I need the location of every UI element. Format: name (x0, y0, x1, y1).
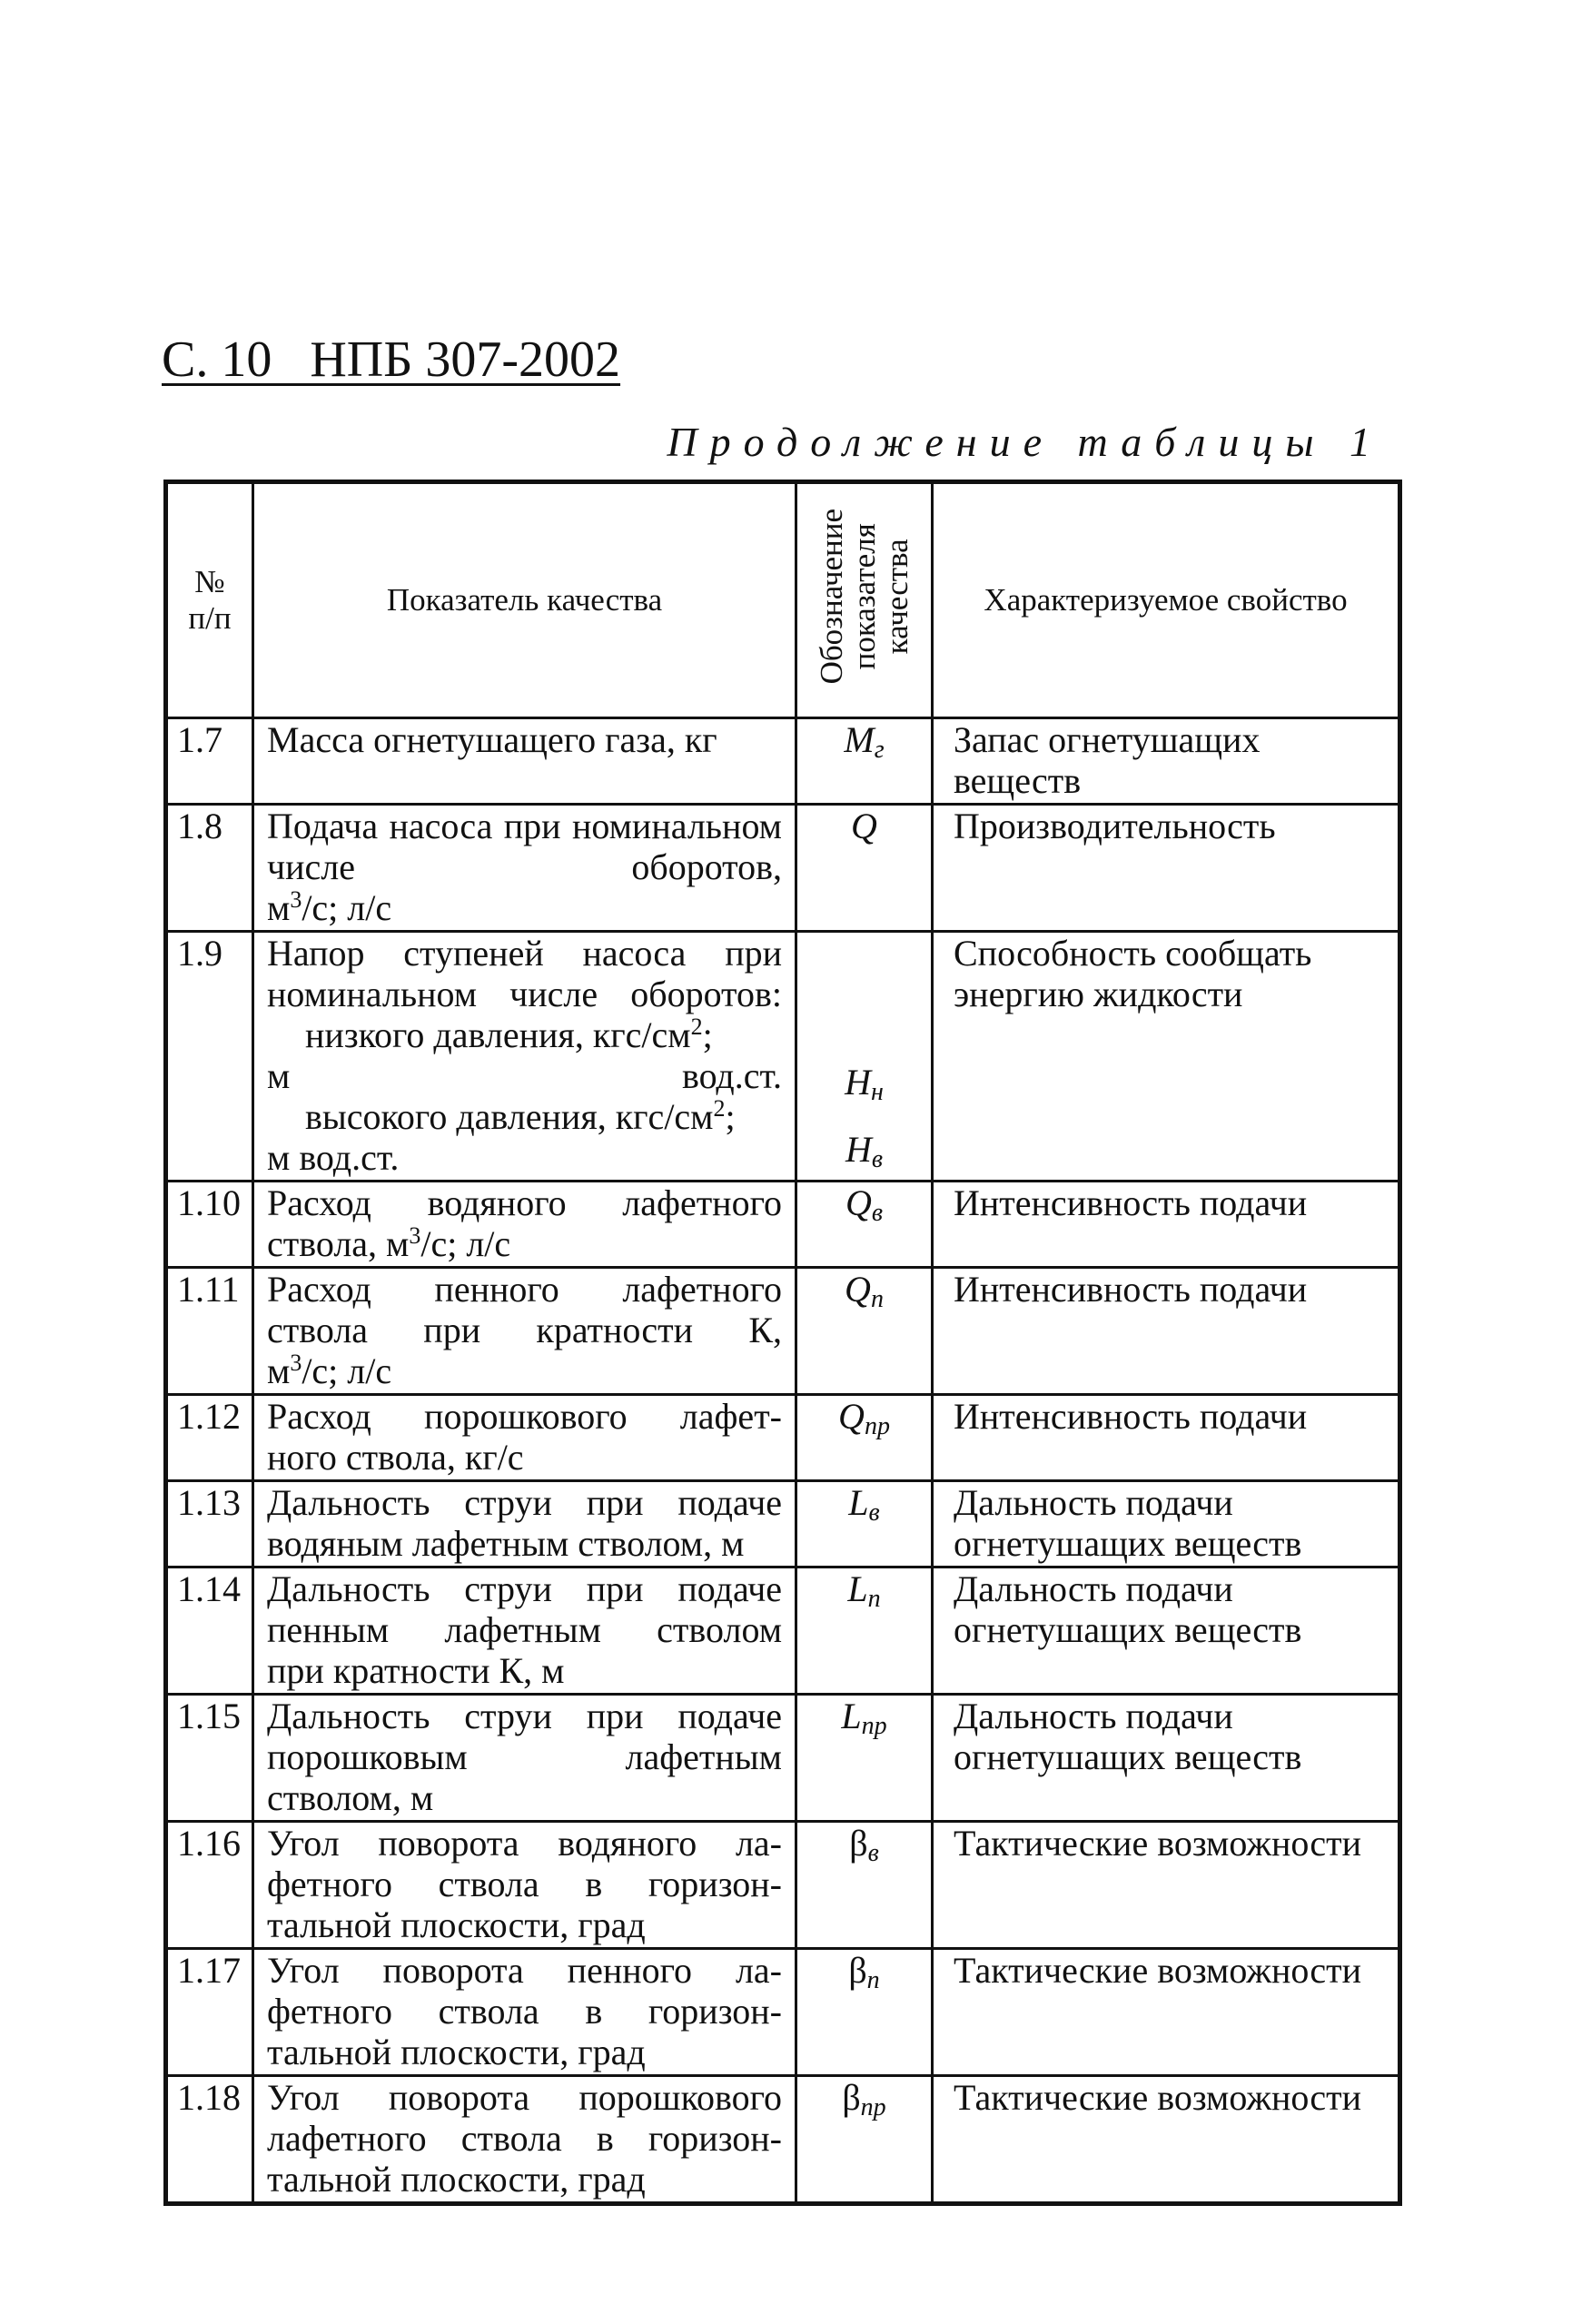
indicator-line: Подача насоса при номинальном числе оборотов, (267, 806, 782, 887)
table-row (166, 1949, 1400, 2076)
page-header: С. 10 НПБ 307-2002 (162, 331, 621, 388)
indicator-line: ствола при кратности К, (267, 1310, 782, 1350)
symbol-subscript: в (871, 1199, 884, 1227)
quality-indicator (253, 932, 796, 1182)
superscript: 2 (690, 1014, 703, 1040)
table-caption: Продолжение таблицы 1 (667, 419, 1383, 465)
indicator-line: лафетного ствола в горизон- (267, 2118, 782, 2159)
symbol-base: Q (845, 1182, 872, 1223)
indicator-line: порошковым лафетным (267, 1736, 782, 1777)
table-row (166, 1567, 1400, 1695)
symbol-subscript: в (868, 1498, 880, 1527)
symbol-base: β (842, 2077, 861, 2118)
table-row (166, 1695, 1400, 1822)
symbol-subscript: г (874, 736, 885, 764)
table-row (166, 2076, 1400, 2204)
quality-symbol (796, 1395, 933, 1481)
characterized-property: Производительность (933, 805, 1400, 932)
table-row (166, 718, 1400, 805)
characterized-property: Интенсивность подачи (933, 1182, 1400, 1268)
row-number: 1.12 (166, 1395, 253, 1481)
indicator-line: тальной плоскости, град (267, 2159, 646, 2200)
symbol-line (801, 719, 927, 770)
symbol-line (801, 1950, 927, 2001)
symbol-base: Q (851, 806, 877, 846)
superscript: 2 (713, 1095, 726, 1122)
indicator-line: водяным лафетным стволом, м (267, 1523, 745, 1564)
characterized-property: Запас огнетушащих веществ (933, 718, 1400, 805)
quality-indicator (253, 1822, 796, 1949)
indicator-line: тальной плоскости, град (267, 2032, 646, 2072)
indicator-line: фетного ствола в горизон- (267, 1991, 782, 2032)
row-number: 1.16 (166, 1822, 253, 1949)
indicator-line: стволом, м (267, 1777, 434, 1818)
characterized-property: Интенсивность подачи (933, 1268, 1400, 1395)
indicator-line: при кратности К, м (267, 1650, 565, 1691)
symbol-line (801, 806, 927, 846)
quality-indicator (253, 1395, 796, 1481)
quality-symbol (796, 932, 933, 1182)
symbol-subscript: в (871, 1145, 884, 1173)
characterized-property: Тактические возможности (933, 2076, 1400, 2204)
table-row (166, 805, 1400, 932)
symbol-line (801, 1269, 927, 1320)
indicator-line: Дальность струи при подаче (267, 1568, 782, 1609)
indicator-line: Расход водяного лафетного (267, 1182, 782, 1223)
quality-symbol (796, 718, 933, 805)
indicator-line: ствола, $м^3/с$; л/с (267, 1222, 511, 1264)
symbol-base: Q (845, 1269, 871, 1310)
column-header-symbol (796, 482, 933, 718)
quality-symbol (796, 2076, 933, 2204)
symbol-subscript: пр (864, 1412, 890, 1440)
superscript: 3 (290, 1350, 302, 1376)
column-header-num: № п/п (166, 482, 253, 718)
indicator-line: Масса огнетушащего газа, кг (267, 719, 717, 760)
indicator-line: м вод.ст. (267, 1137, 400, 1178)
symbol-line (801, 1568, 927, 1619)
column-header-indicator: Показатель качества (253, 482, 796, 718)
indicator-line: $м^3/с$; л/с (267, 1350, 392, 1391)
symbol-base: L (848, 1482, 869, 1523)
row-number: 1.15 (166, 1695, 253, 1822)
indicator-line: Напор ступеней насоса при (267, 933, 782, 974)
symbol-line (801, 1062, 927, 1113)
quality-symbol (796, 1822, 933, 1949)
quality-indicator (253, 1268, 796, 1395)
symbol-subscript: п (866, 1966, 880, 1994)
row-number: 1.7 (166, 718, 253, 805)
row-number: 1.17 (166, 1949, 253, 2076)
symbol-subscript: в (867, 1839, 879, 1867)
symbol-line (801, 1129, 927, 1180)
indicator-line: м вод.ст. (267, 1055, 782, 1096)
symbol-base: β (849, 1823, 868, 1864)
characterized-property: Способность сообщать энергию жидкости (933, 932, 1400, 1182)
characterized-property: Тактические возможности (933, 1949, 1400, 2076)
indicator-line: $м^3/с$; л/с (267, 886, 392, 928)
table-header-row (166, 482, 1400, 718)
quality-indicator (253, 805, 796, 932)
quality-symbol (796, 1567, 933, 1695)
symbol-base: H (845, 1129, 872, 1170)
row-number: 1.13 (166, 1481, 253, 1567)
symbol-line (801, 1396, 927, 1447)
table-row (166, 1395, 1400, 1481)
indicator-line: фетного ствола в горизон- (267, 1864, 782, 1904)
superscript: 3 (290, 886, 302, 913)
symbol-line (801, 1823, 927, 1874)
quality-indicator (253, 1695, 796, 1822)
table-row (166, 1182, 1400, 1268)
row-number: 1.11 (166, 1268, 253, 1395)
indicator-line: Расход пенного лафетного (267, 1269, 782, 1310)
quality-indicator (253, 1182, 796, 1268)
row-number: 1.18 (166, 2076, 253, 2204)
quality-symbol (796, 1481, 933, 1567)
symbol-base: H (845, 1062, 871, 1103)
row-number: 1.14 (166, 1567, 253, 1695)
characterized-property: Тактические возможности (933, 1822, 1400, 1949)
symbol-line (801, 2077, 927, 2128)
indicator-line: тальной плоскости, град (267, 1904, 646, 1945)
column-header-property: Характеризуемое свойство (933, 482, 1400, 718)
indicator-line: номинальном числе оборотов: (267, 974, 782, 1014)
row-number: 1.10 (166, 1182, 253, 1268)
table-row (166, 1268, 1400, 1395)
quality-symbol (796, 1949, 933, 2076)
table-row (166, 1481, 1400, 1567)
quality-indicator (253, 1949, 796, 2076)
indicator-line: Угол поворота порошкового (267, 2077, 782, 2118)
indicator-line: Дальность струи при подаче (267, 1696, 782, 1736)
characterized-property: Дальность подачи огнетушащих веществ (933, 1695, 1400, 1822)
characterized-property: Дальность подачи огнетушащих веществ (933, 1481, 1400, 1567)
table-row (166, 932, 1400, 1182)
symbol-base: L (847, 1568, 868, 1609)
quality-indicator (253, 1481, 796, 1567)
indicator-line: Угол поворота пенного ла- (267, 1950, 782, 1991)
row-number: 1.9 (166, 932, 253, 1182)
quality-symbol (796, 1695, 933, 1822)
symbol-line (801, 1482, 927, 1533)
table-body (166, 718, 1400, 2204)
quality-symbol (796, 1182, 933, 1268)
indicator-line: Дальность струи при подаче (267, 1482, 782, 1523)
row-number: 1.8 (166, 805, 253, 932)
table-row (166, 1822, 1400, 1949)
quality-symbol (796, 1268, 933, 1395)
indicator-line: ного ствола, кг/с (267, 1437, 524, 1478)
quality-symbol (796, 805, 933, 932)
symbol-base: Q (838, 1396, 865, 1437)
symbol-subscript: пр (860, 2093, 886, 2121)
quality-indicator (253, 2076, 796, 2204)
symbol-subscript: п (870, 1285, 884, 1313)
indicator-line: низкого давления, кгс/$см^2$; (305, 1014, 713, 1055)
indicator-line: высокого давления, кгс/$см^2$; (305, 1095, 736, 1137)
quality-indicator (253, 1567, 796, 1695)
indicator-line: Расход порошкового лафет- (267, 1396, 782, 1437)
quality-indicators-table (163, 480, 1402, 2206)
characterized-property: Дальность подачи огнетушащих веществ (933, 1567, 1400, 1695)
superscript: 3 (409, 1222, 421, 1249)
symbol-subscript: п (867, 1585, 881, 1613)
symbol-subscript: пр (861, 1712, 887, 1740)
symbol-subscript: н (871, 1078, 884, 1106)
column-header-symbol-text: Обозначение показателя качества (813, 508, 915, 685)
symbol-base: M (844, 719, 875, 760)
quality-indicator (253, 718, 796, 805)
characterized-property: Интенсивность подачи (933, 1395, 1400, 1481)
symbol-base: L (841, 1696, 862, 1736)
indicator-line: Угол поворота водяного ла- (267, 1823, 782, 1864)
symbol-base: β (848, 1950, 867, 1991)
symbol-line (801, 1696, 927, 1746)
indicator-line: пенным лафетным стволом (267, 1609, 782, 1650)
symbol-line (801, 1182, 927, 1233)
